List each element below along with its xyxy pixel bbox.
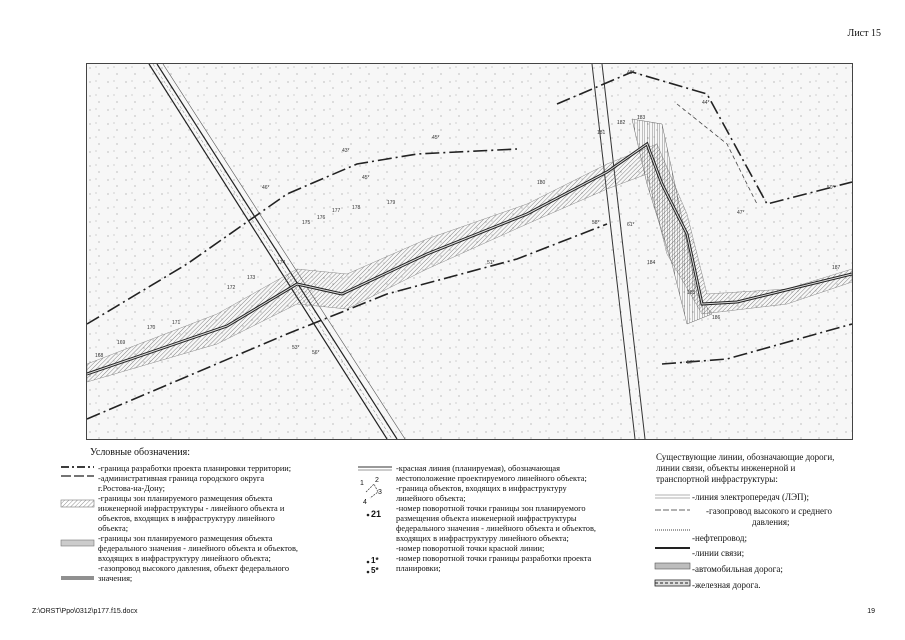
svg-text:45*: 45* [362,175,370,181]
existing-rail: -железная дорога. [692,580,761,590]
svg-text:172: 172 [227,285,236,291]
page-number: 19 [867,608,875,615]
svg-text:169: 169 [117,340,126,346]
svg-text:170: 170 [147,325,156,331]
svg-text:180: 180 [537,180,546,186]
svg-text:171: 171 [172,320,181,326]
svg-text:173: 173 [247,275,256,281]
existing-comm: -линии связи; [692,548,745,558]
existing-road: -автомобильная дорога; [692,564,783,574]
legend-col1: -граница разработки проекта планировки территории; -административная граница городского округа г.Ростова-на-Дону; -границы зон планируемого размещения объекта инженерной инфраструктуры - линейного объекта и объектов, входящих в инфраструктуру линейного объекта; -границы зон планируемого размещения объекта федерального значения - линейного объекта и объектов, входящих в инфраструктуру линейного объекта; -газопровод высокого давления, объект федерального значения; [98,464,299,583]
svg-text:45*: 45* [432,135,440,141]
svg-text:186: 186 [712,315,721,321]
planning-map [87,64,852,439]
legend-marker-1s: 1* [371,556,379,565]
terrain-background [87,64,852,439]
svg-text:181: 181 [597,130,606,136]
svg-text:50*: 50* [827,185,835,191]
svg-text:177: 177 [332,208,341,214]
svg-text:53*: 53* [292,345,300,351]
existing-title: Существующие линии, обозначающие дороги, линии связи, объекты инженерной и транспортной инфраструктуры: [656,452,835,484]
legend-marker-21: 21 [371,509,382,519]
legend-title: Условные обозначения: [90,447,191,458]
legend-symbols-col1 [60,462,96,590]
svg-text:176: 176 [317,215,326,221]
svg-text:56*: 56* [312,350,320,356]
svg-text:185: 185 [687,290,696,296]
svg-text:43*: 43* [342,148,350,154]
svg-text:179: 179 [387,200,396,206]
svg-text:182: 182 [617,120,626,126]
svg-text:187: 187 [832,265,841,271]
footer-path: Z:\ORST\Ppo\0312\p177.f15.docx [32,608,138,615]
legend-marker-3: 3 [378,489,382,496]
legend-marker-4: 4 [363,499,367,506]
legend-marker-1: 1 [360,480,364,487]
legend-marker-2: 2 [375,477,379,484]
svg-text:51*: 51* [487,260,495,266]
svg-text:57*: 57* [687,360,695,366]
existing-lep: -линия электропередач (ЛЭП); [692,492,810,502]
svg-text:47*: 47* [737,210,745,216]
existing-gas-2: давления; [752,517,790,527]
svg-text:174: 174 [277,260,286,266]
svg-text:184: 184 [647,260,656,266]
svg-text:44*: 44* [702,100,710,106]
svg-text:46*: 46* [262,185,270,191]
svg-text:178: 178 [352,205,361,211]
svg-text:61*: 61* [627,222,635,228]
svg-text:58*: 58* [592,220,600,226]
svg-text:168: 168 [95,353,104,359]
svg-text:175: 175 [302,220,311,226]
legend-col2: -красная линия (планируемая), обозначающая местоположение проектируемого линейного объекта; -граница объектов, входящих в инфраструктуру линейного объекта; -номер поворотной точки границы зон планируемого размещения объекта инженерной инфраструктуры федерального значения - линейного объекта и объектов, входящих в инфраструктуру линейного объекта; -номер поворотной точки красной линии; -номер поворотной точки границы разработки проекта планировки; [396,464,597,573]
sheet-label: Лист 15 [847,28,881,39]
existing-oil: -нефтепровод; [692,533,748,543]
svg-text:183: 183 [637,115,646,121]
map-frame [86,63,853,440]
legend-marker-5s: 5* [371,566,379,575]
legend-symbols-existing [654,490,694,594]
existing-gas: -газопровод высокого и среднего [706,506,832,516]
svg-text:40*: 40* [627,70,635,76]
